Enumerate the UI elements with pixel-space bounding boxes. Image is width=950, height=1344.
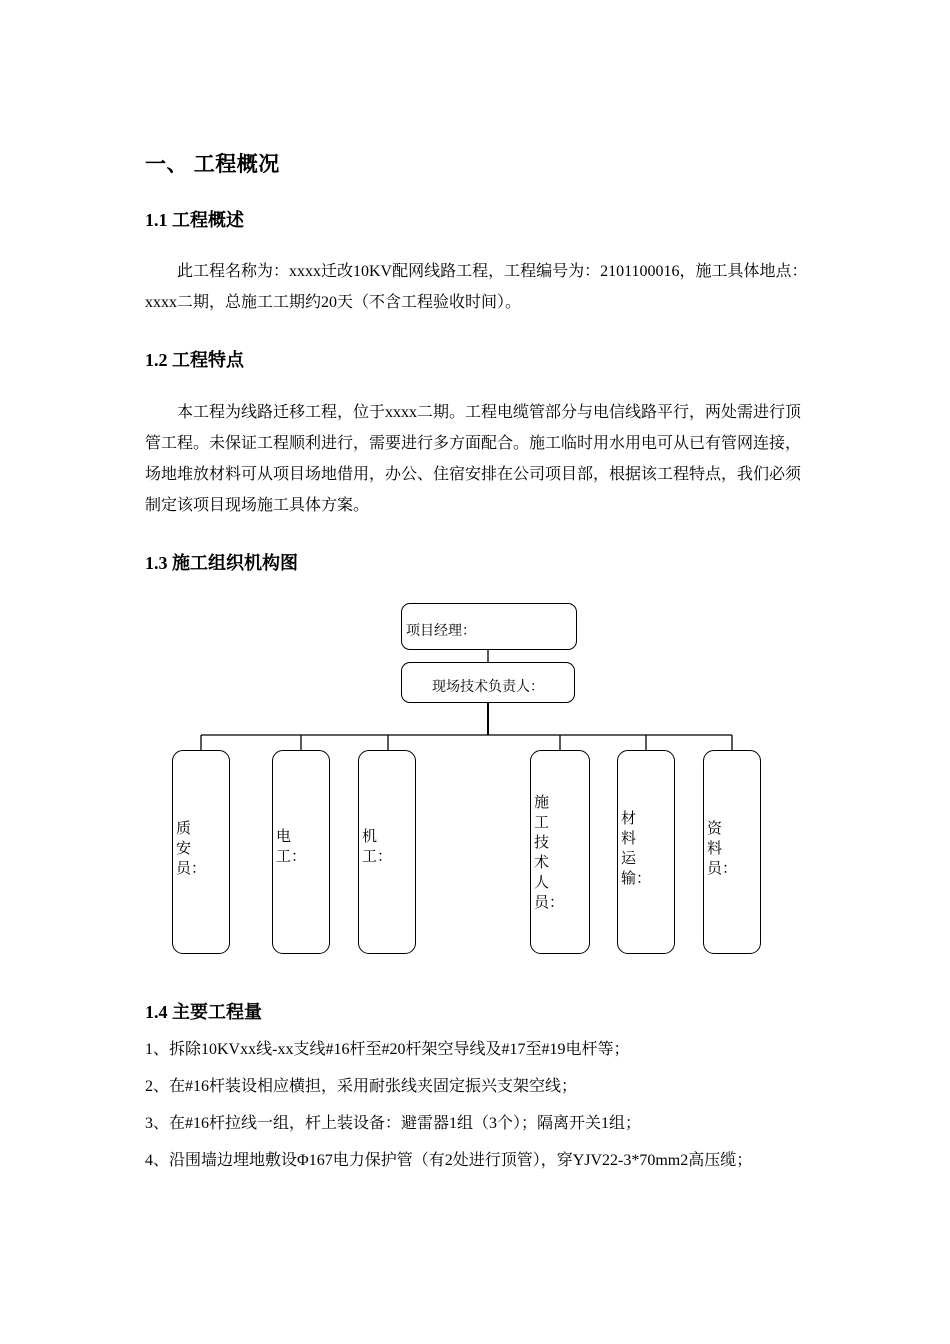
paragraph-features: 本工程为线路迁移工程，位于xxxx二期。工程电缆管部分与电信线路平行，两处需进行顶管工程。未保证工程顺利进行，需要进行多方面配合。施工临时用水用电可从已有管网连接，场地堆放材料可从项目场地借用，办公、住宿安排在公司项目部，根据该工程特点，我们必须制定该项目现场施工具体方案。 xyxy=(145,404,802,514)
list-item: 4、沿围墙边埋地敷设Φ167电力保护管（有2处进行顶管），穿YJV22-3*70mm2高压缆； xyxy=(145,1152,753,1169)
subsection-heading-1-4: 1.4 主要工程量 xyxy=(145,1002,262,1022)
list-item: 2、在#16杆装设相应横担，采用耐张线夹固定振兴支架空线； xyxy=(145,1078,578,1095)
org-node-electrician xyxy=(272,750,330,954)
org-node-technical-staff xyxy=(530,750,590,954)
org-node-label: 机工： xyxy=(362,829,393,865)
org-node-project-manager xyxy=(401,603,577,650)
org-node-tech-lead xyxy=(401,662,575,703)
list-item: 1、拆除10KVxx线-xx支线#16杆至#20杆架空导线及#17至#19电杆等； xyxy=(145,1041,630,1058)
list-item: 3、在#16杆拉线一组，杆上装设备：避雷器1组（3个）；隔离开关1组； xyxy=(145,1115,642,1132)
org-node-label: 材料运输： xyxy=(621,811,652,887)
org-node-label: 施工技术人员： xyxy=(534,795,565,911)
section-heading: 一、 工程概况 xyxy=(145,152,280,176)
org-node-mechanic xyxy=(358,750,416,954)
org-node-label: 资料员： xyxy=(707,821,738,877)
org-node-records-clerk xyxy=(703,750,761,954)
subsection-heading-1-2: 1.2 工程特点 xyxy=(145,350,244,370)
org-node-label: 电工： xyxy=(276,829,307,865)
org-node-material-transport xyxy=(617,750,675,954)
paragraph-overview: 此工程名称为：xxxx迁改10KV配网线路工程，工程编号为：2101100016，施工具体地点：xxxx二期，总施工工期约20天（不含工程验收时间）。 xyxy=(145,263,808,311)
subsection-heading-1-3: 1.3 施工组织机构图 xyxy=(145,553,298,573)
org-node-label: 质安员： xyxy=(176,821,207,877)
org-node-label: 项目经理： xyxy=(406,624,476,639)
subsection-heading-1-1: 1.1 工程概述 xyxy=(145,210,244,230)
org-node-safety-officer xyxy=(172,750,230,954)
org-node-label: 现场技术负责人： xyxy=(432,680,544,695)
